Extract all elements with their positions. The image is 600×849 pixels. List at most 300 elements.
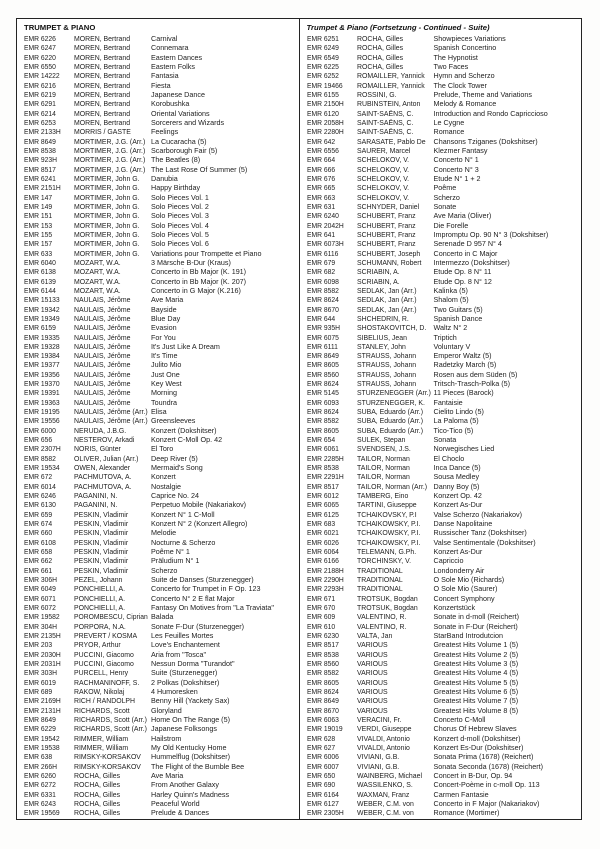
emr-number-cell: EMR 151 bbox=[24, 211, 53, 221]
title-cell: Ave Maria bbox=[151, 295, 184, 305]
composer-cell: PACHMUTOVA, A. bbox=[74, 472, 132, 482]
emr-number-cell: EMR 8582 bbox=[306, 285, 339, 295]
emr-number-cell: EMR 6073H bbox=[306, 239, 344, 249]
emr-number-cell: EMR 674 bbox=[24, 519, 53, 529]
title-cell: Konzert As-Dur bbox=[433, 500, 483, 510]
title-cell: Rosen aus dem Süden (5) bbox=[433, 369, 518, 379]
table-row bbox=[24, 249, 297, 258]
table-row bbox=[307, 491, 580, 500]
composer-cell: SULEK, Stepan bbox=[356, 435, 405, 445]
title-cell: Die Forelle bbox=[433, 220, 469, 230]
emr-number-cell: EMR 6247 bbox=[24, 43, 56, 53]
title-cell: 11 Pieces (Barock) bbox=[433, 388, 494, 398]
title-cell: Love's Enchantement bbox=[151, 640, 220, 650]
composer-cell: TRADITIONAL bbox=[356, 575, 403, 585]
composer-cell: MORTIMER, J.G. (Arr.) bbox=[74, 155, 146, 165]
title-cell: Sonate bbox=[433, 201, 457, 211]
emr-number-cell: EMR 8517 bbox=[24, 164, 56, 174]
emr-number-cell: EMR 2280H bbox=[306, 127, 344, 137]
table-row bbox=[24, 556, 297, 565]
emr-number-cell: EMR 8582 bbox=[306, 416, 339, 426]
table-row bbox=[307, 416, 580, 425]
title-cell: Fiesta bbox=[151, 80, 171, 90]
emr-number-cell: EMR 609 bbox=[306, 612, 335, 622]
title-cell: Julito Mio bbox=[151, 360, 182, 370]
title-cell: Shalom (5) bbox=[433, 295, 469, 305]
title-cell: Norwegisches Lied bbox=[433, 444, 495, 454]
title-cell: Sonate in F-Dur (Reichert) bbox=[433, 621, 518, 631]
table-row bbox=[24, 34, 297, 43]
composer-cell: PUCCINI, Giacomo bbox=[74, 658, 134, 668]
emr-number-cell: EMR 660 bbox=[24, 528, 53, 538]
title-cell: Blue Day bbox=[151, 313, 181, 323]
composer-cell: SCHUMANN, Robert bbox=[356, 257, 421, 267]
composer-cell: RAKOW, Nikolaj bbox=[74, 686, 125, 696]
table-row bbox=[307, 277, 580, 286]
title-cell: Solo Pieces Vol. 2 bbox=[151, 201, 209, 211]
table-row bbox=[24, 165, 297, 174]
emr-number-cell: EMR 8649 bbox=[24, 714, 56, 724]
emr-number-cell: EMR 2285H bbox=[306, 453, 344, 463]
emr-number-cell: EMR 672 bbox=[24, 472, 53, 482]
composer-cell: RACHMANINOFF, S. bbox=[74, 677, 140, 687]
emr-number-cell: EMR 935H bbox=[306, 323, 340, 333]
title-cell: Benny Hill (Yackety Sax) bbox=[151, 696, 230, 706]
composer-cell: SCHELOKOV, V. bbox=[356, 192, 409, 202]
title-cell: Emperor Waltz (5) bbox=[433, 351, 492, 361]
composer-cell: PAGANINI, N. bbox=[74, 491, 118, 501]
title-cell: Eastern Dances bbox=[151, 52, 203, 62]
table-row bbox=[307, 239, 580, 248]
table-row bbox=[307, 323, 580, 332]
title-cell: Hummelflug (Dokshitser) bbox=[151, 752, 231, 762]
table-row bbox=[307, 752, 580, 761]
title-cell: La Cucaracha (5) bbox=[151, 136, 207, 146]
emr-number-cell: EMR 923H bbox=[24, 155, 58, 165]
emr-number-cell: EMR 8560 bbox=[306, 369, 339, 379]
table-row bbox=[24, 295, 297, 304]
table-row bbox=[307, 295, 580, 304]
column-header-trumpet-piano: TRUMPET & PIANO bbox=[24, 23, 96, 32]
composer-cell: ROCHA, Gilles bbox=[74, 798, 121, 808]
composer-cell: MORTIMER, John G. bbox=[74, 229, 140, 239]
composer-cell: RICHARDS, Scott bbox=[74, 705, 130, 715]
composer-cell: MORTIMER, John G. bbox=[74, 173, 140, 183]
composer-cell: VALTA, Jan bbox=[356, 631, 392, 640]
table-row bbox=[24, 752, 297, 761]
composer-cell: SUBA, Eduardo (Arr.) bbox=[356, 407, 423, 417]
table-row bbox=[24, 687, 297, 696]
emr-number-cell: EMR 6040 bbox=[24, 257, 56, 267]
emr-number-cell: EMR 8624 bbox=[306, 407, 339, 417]
table-row bbox=[307, 584, 580, 593]
emr-number-cell: EMR 6138 bbox=[24, 267, 56, 277]
composer-cell: MOREN, Bertrand bbox=[74, 71, 131, 81]
composer-cell: RIMSKY-KORSAKOV bbox=[74, 761, 141, 771]
composer-cell: MOZART, W.A. bbox=[74, 267, 121, 277]
title-cell: Danse Napolitaine bbox=[433, 519, 493, 529]
title-cell: Kalinka (5) bbox=[433, 285, 468, 295]
composer-cell: VARIOUS bbox=[356, 658, 388, 668]
composer-cell: RIMMER, William bbox=[74, 742, 129, 752]
title-cell: Konzert Es-Dur (Dokshitser) bbox=[433, 742, 524, 752]
emr-number-cell: EMR 6246 bbox=[24, 491, 56, 501]
composer-cell: SUBA, Eduardo (Arr.) bbox=[356, 425, 423, 435]
table-row bbox=[307, 333, 580, 342]
table-row bbox=[307, 53, 580, 62]
emr-number-cell: EMR 19370 bbox=[24, 379, 60, 389]
title-cell: Sousa Medley bbox=[433, 472, 480, 482]
composer-cell: TARTINI, Giuseppe bbox=[356, 500, 417, 510]
composer-cell: TROTSUK, Bogdan bbox=[356, 593, 418, 603]
composer-cell: MOREN, Bertrand bbox=[74, 43, 131, 53]
table-row bbox=[24, 799, 297, 808]
emr-number-cell: EMR 6214 bbox=[24, 108, 56, 118]
title-cell: Balada bbox=[151, 612, 174, 622]
table-row bbox=[307, 267, 580, 276]
composer-cell: SEDLAK, Jan (Arr.) bbox=[356, 295, 417, 305]
table-row bbox=[307, 360, 580, 369]
table-row bbox=[307, 454, 580, 463]
composer-cell: NAULAIS, Jérôme (Arr.) bbox=[74, 407, 148, 417]
emr-number-cell: EMR 6249 bbox=[306, 43, 339, 53]
table-row bbox=[24, 715, 297, 724]
title-cell: Concerto C-Moll bbox=[433, 714, 486, 724]
composer-cell: NAULAIS, Jérôme bbox=[74, 313, 131, 323]
emr-number-cell: EMR 6019 bbox=[24, 677, 56, 687]
emr-number-cell: EMR 6026 bbox=[306, 537, 339, 547]
table-row bbox=[24, 594, 297, 603]
emr-number-cell: EMR 6253 bbox=[24, 117, 56, 127]
title-cell: Key West bbox=[151, 379, 182, 389]
title-cell: Concerto N° 3 bbox=[433, 164, 479, 174]
title-cell: The Last Rose Of Summer (5) bbox=[151, 164, 248, 174]
title-cell: My Old Kentucky Home bbox=[151, 742, 227, 752]
emr-number-cell: EMR 149 bbox=[24, 201, 53, 211]
emr-number-cell: EMR 8538 bbox=[24, 145, 56, 155]
title-cell: Melodie bbox=[151, 528, 177, 538]
composer-cell: NAULAIS, Jérôme bbox=[74, 360, 131, 370]
title-cell: Mermaid's Song bbox=[151, 463, 203, 473]
table-row bbox=[24, 277, 297, 286]
table-row bbox=[307, 99, 580, 108]
table-row bbox=[307, 174, 580, 183]
composer-cell: SAINT-SAËNS, C. bbox=[356, 108, 413, 118]
composer-cell: ROMAILLER, Yannick bbox=[356, 71, 425, 81]
table-row bbox=[307, 724, 580, 733]
table-row bbox=[307, 81, 580, 90]
table-row bbox=[24, 696, 297, 705]
title-cell: Triptich bbox=[433, 332, 457, 342]
emr-number-cell: EMR 2293H bbox=[306, 584, 344, 594]
table-row bbox=[24, 221, 297, 230]
table-row bbox=[307, 398, 580, 407]
composer-cell: SEDLAK, Jan (Arr.) bbox=[356, 285, 417, 295]
title-cell: Concerto for Trumpet in F Op. 123 bbox=[151, 584, 261, 594]
title-cell: Morning bbox=[151, 388, 177, 398]
title-cell: Two Faces bbox=[433, 61, 469, 71]
table-row bbox=[307, 183, 580, 192]
composer-cell: NAULAIS, Jérôme bbox=[74, 351, 131, 361]
title-cell: Gloryland bbox=[151, 705, 182, 715]
title-cell: Carnival bbox=[151, 34, 178, 43]
composer-cell: MOZART, W.A. bbox=[74, 257, 121, 267]
title-cell: Danubia bbox=[151, 173, 178, 183]
composer-cell: PESKIN, Vladimir bbox=[74, 547, 129, 557]
title-cell: El Choclo bbox=[433, 453, 465, 463]
table-row bbox=[307, 790, 580, 799]
title-cell: Greatest Hits Volume 5 (5) bbox=[433, 677, 519, 687]
emr-number-cell: EMR 19391 bbox=[24, 388, 60, 398]
emr-number-cell: EMR 6075 bbox=[306, 332, 339, 342]
table-row bbox=[307, 706, 580, 715]
emr-number-cell: EMR 266H bbox=[24, 761, 58, 771]
table-row bbox=[307, 305, 580, 314]
title-cell: Sonate F-Dur (Sturzenegger) bbox=[151, 621, 245, 631]
title-cell: Solo Pieces Vol. 3 bbox=[151, 211, 209, 221]
emr-number-cell: EMR 19569 bbox=[24, 808, 60, 818]
composer-cell: PRYOR, Arthur bbox=[74, 640, 121, 650]
table-row bbox=[24, 706, 297, 715]
composer-cell: VARIOUS bbox=[356, 686, 388, 696]
composer-cell: VIVALDI, Antonio bbox=[356, 733, 410, 743]
emr-number-cell: EMR 8538 bbox=[306, 649, 339, 659]
title-cell: Toundra bbox=[151, 397, 177, 407]
table-row bbox=[24, 603, 297, 612]
composer-cell: MORTIMER, John G. bbox=[74, 201, 140, 211]
composer-cell: PUCCINI, Giacomo bbox=[74, 649, 134, 659]
emr-number-cell: EMR 6549 bbox=[306, 52, 339, 62]
composer-cell: MOREN, Bertrand bbox=[74, 108, 131, 118]
table-row bbox=[307, 566, 580, 575]
emr-number-cell: EMR 153 bbox=[24, 220, 53, 230]
table-row bbox=[24, 127, 297, 136]
composer-cell: ROCHA, Gilles bbox=[356, 52, 403, 62]
composer-cell: MOREN, Bertrand bbox=[74, 117, 131, 127]
composer-cell: PESKIN, Vladimir bbox=[74, 509, 129, 519]
composer-cell: MORTIMER, John G. bbox=[74, 248, 140, 258]
table-row bbox=[307, 314, 580, 323]
table-row bbox=[307, 556, 580, 565]
title-cell: Sonata bbox=[433, 435, 457, 445]
emr-number-cell: EMR 19542 bbox=[24, 733, 60, 743]
composer-cell: MOREN, Bertrand bbox=[74, 99, 131, 109]
title-cell: Concerto N° 1 bbox=[433, 155, 479, 165]
composer-cell: ROCHA, Gilles bbox=[74, 808, 121, 818]
catalog-column-left bbox=[17, 19, 299, 819]
title-cell: Just One bbox=[151, 369, 180, 379]
composer-cell: STRAUSS, Johann bbox=[356, 360, 416, 370]
table-row bbox=[24, 90, 297, 99]
title-cell: Suite de Danses (Sturzenegger) bbox=[151, 575, 254, 585]
title-cell: Nocturne & Scherzo bbox=[151, 537, 216, 547]
composer-cell: MORTIMER, John G. bbox=[74, 220, 140, 230]
table-row bbox=[307, 230, 580, 239]
title-cell: Tico-Tico (5) bbox=[433, 425, 474, 435]
title-cell: O Sole Mio (Richards) bbox=[433, 575, 505, 585]
emr-number-cell: EMR 6550 bbox=[24, 61, 56, 71]
composer-cell: PESKIN, Vladimir bbox=[74, 565, 129, 575]
composer-cell: ROCHA, Gilles bbox=[74, 770, 121, 780]
emr-number-cell: EMR 6071 bbox=[24, 593, 56, 603]
composer-cell: VERDI, Giuseppe bbox=[356, 724, 412, 734]
composer-cell: TCHAIKOWSKY, P.I. bbox=[356, 537, 420, 547]
table-row bbox=[307, 734, 580, 743]
emr-number-cell: EMR 8560 bbox=[306, 658, 339, 668]
table-row bbox=[24, 351, 297, 360]
composer-cell: VALENTINO, R. bbox=[356, 612, 406, 622]
emr-number-cell: EMR 157 bbox=[24, 239, 53, 249]
table-row bbox=[24, 771, 297, 780]
title-cell: Ave Maria (Oliver) bbox=[433, 211, 492, 221]
emr-number-cell: EMR 665 bbox=[306, 183, 335, 193]
title-cell: Concert in B-Dur, Op. 94 bbox=[433, 770, 513, 780]
composer-cell: TELEMANN, G.Ph. bbox=[356, 547, 416, 557]
title-cell: The Clock Tower bbox=[433, 80, 487, 90]
title-cell: Etude Op. 8 N° 12 bbox=[433, 276, 492, 286]
emr-number-cell: EMR 656 bbox=[24, 435, 53, 445]
composer-cell: SARASATE, Pablo De bbox=[356, 136, 426, 146]
title-cell: Hailstrom bbox=[151, 733, 182, 743]
composer-cell: PESKIN, Vladimir bbox=[74, 519, 129, 529]
composer-cell: SCHELOKOV, V. bbox=[356, 173, 409, 183]
composer-cell: PONCHIELLI, A. bbox=[74, 593, 126, 603]
title-cell: Caprice No. 24 bbox=[151, 491, 199, 501]
title-cell: Solo Pieces Vol. 6 bbox=[151, 239, 209, 249]
emr-number-cell: EMR 2042H bbox=[306, 220, 344, 230]
title-cell: Solo Pieces Vol. 4 bbox=[151, 220, 209, 230]
emr-number-cell: EMR 2291H bbox=[306, 472, 344, 482]
title-cell: It's Just Like A Dream bbox=[151, 341, 220, 351]
table-row bbox=[307, 510, 580, 519]
composer-cell: OWEN, Alexander bbox=[74, 463, 131, 473]
table-row bbox=[307, 696, 580, 705]
title-cell: Intermezzo (Dokshitser) bbox=[433, 257, 510, 267]
title-cell: O Sole Mio (Saurer) bbox=[433, 584, 498, 594]
table-row bbox=[307, 808, 580, 817]
title-cell: Konzert N° 2 (Konzert Allegro) bbox=[151, 519, 248, 529]
title-cell: Romance (Mortimer) bbox=[433, 808, 500, 818]
table-row bbox=[24, 416, 297, 425]
composer-cell: RICH / RANDOLPH bbox=[74, 696, 136, 706]
emr-number-cell: EMR 8670 bbox=[306, 705, 339, 715]
title-cell: Prelude & Dances bbox=[151, 808, 209, 818]
table-row bbox=[307, 286, 580, 295]
title-cell: Harley Quinn's Madness bbox=[151, 789, 230, 799]
composer-cell: SIBELIUS, Jean bbox=[356, 332, 407, 342]
title-cell: Cielito Lindo (5) bbox=[433, 407, 484, 417]
table-row bbox=[24, 790, 297, 799]
emr-number-cell: EMR 14222 bbox=[24, 71, 60, 81]
emr-number-cell: EMR 6251 bbox=[306, 34, 339, 43]
title-cell: Romance bbox=[433, 127, 465, 137]
emr-number-cell: EMR 642 bbox=[306, 136, 335, 146]
title-cell: Eastern Folks bbox=[151, 61, 195, 71]
emr-number-cell: EMR 638 bbox=[24, 752, 53, 762]
table-row bbox=[307, 538, 580, 547]
title-cell: Prelude, Theme and Variations bbox=[433, 89, 532, 99]
emr-number-cell: EMR 6064 bbox=[306, 547, 339, 557]
emr-number-cell: EMR 8624 bbox=[306, 686, 339, 696]
emr-number-cell: EMR 6130 bbox=[24, 500, 56, 510]
composer-cell: TROTSUK, Bogdan bbox=[356, 603, 418, 613]
emr-number-cell: EMR 19556 bbox=[24, 416, 60, 426]
emr-number-cell: EMR 650 bbox=[306, 770, 335, 780]
emr-number-cell: EMR 2290H bbox=[306, 575, 344, 585]
emr-number-cell: EMR 689 bbox=[24, 686, 53, 696]
column-header-trumpet-piano-continued: Trumpet & Piano (Fortsetzung - Continued - Suite) bbox=[306, 23, 490, 32]
composer-cell: RIMMER, William bbox=[74, 733, 129, 743]
table-row bbox=[24, 230, 297, 239]
table-row bbox=[307, 650, 580, 659]
composer-cell: SAINT-SAËNS, C. bbox=[356, 117, 413, 127]
table-row bbox=[24, 724, 297, 733]
title-cell: The Hypnotist bbox=[433, 52, 478, 62]
emr-number-cell: EMR 8517 bbox=[306, 640, 339, 650]
table-row bbox=[24, 659, 297, 668]
emr-number-cell: EMR 8624 bbox=[306, 295, 339, 305]
table-row bbox=[307, 780, 580, 789]
emr-number-cell: EMR 19335 bbox=[24, 332, 60, 342]
table-row bbox=[24, 314, 297, 323]
emr-number-cell: EMR 8605 bbox=[306, 360, 339, 370]
composer-cell: STURZENEGGER (Arr.) bbox=[356, 388, 431, 398]
table-row bbox=[307, 165, 580, 174]
table-row bbox=[24, 500, 297, 509]
title-cell: Sorcerers and Wizards bbox=[151, 117, 225, 127]
table-row bbox=[24, 566, 297, 575]
composer-cell: SHCHEDRIN, R. bbox=[356, 313, 409, 323]
table-row bbox=[307, 668, 580, 677]
title-cell: Concert Symphony bbox=[433, 593, 495, 603]
table-row bbox=[307, 249, 580, 258]
emr-number-cell: EMR 19582 bbox=[24, 612, 60, 622]
table-row bbox=[307, 472, 580, 481]
composer-cell: MOZART, W.A. bbox=[74, 276, 121, 286]
emr-number-cell: EMR 2131H bbox=[24, 705, 61, 715]
title-cell: Solo Pieces Vol. 5 bbox=[151, 229, 209, 239]
composer-cell: VARIOUS bbox=[356, 696, 388, 706]
composer-cell: VALENTINO, R. bbox=[356, 621, 406, 631]
title-cell: Sonata Seconda (1678) (Reichert) bbox=[433, 761, 543, 771]
emr-number-cell: EMR 303H bbox=[24, 668, 58, 678]
table-row bbox=[24, 435, 297, 444]
title-cell: Japanese Folksongs bbox=[151, 724, 217, 734]
composer-cell: SVENDSEN, J.S. bbox=[356, 444, 411, 454]
table-row bbox=[307, 435, 580, 444]
title-cell: Greatest Hits Volume 1 (5) bbox=[433, 640, 519, 650]
table-row bbox=[307, 603, 580, 612]
emr-number-cell: EMR 8538 bbox=[306, 463, 339, 473]
table-row bbox=[24, 528, 297, 537]
catalog-table bbox=[16, 18, 582, 820]
emr-number-cell: EMR 19019 bbox=[306, 724, 343, 734]
title-cell: Introduction and Rondo Capriccioso bbox=[433, 108, 548, 118]
table-row bbox=[307, 762, 580, 771]
composer-cell: NAULAIS, Jérôme bbox=[74, 388, 131, 398]
table-row bbox=[24, 202, 297, 211]
title-cell: Spanish Dance bbox=[433, 313, 483, 323]
emr-number-cell: EMR 628 bbox=[306, 733, 335, 743]
title-cell: Hymn and Scherzo bbox=[433, 71, 495, 81]
composer-cell: MOREN, Bertrand bbox=[74, 52, 131, 62]
table-row bbox=[24, 398, 297, 407]
emr-number-cell: EMR 203 bbox=[24, 640, 53, 650]
emr-number-cell: EMR 627 bbox=[306, 742, 335, 752]
composer-cell: SCHELOKOV, V. bbox=[356, 183, 409, 193]
table-row bbox=[307, 342, 580, 351]
emr-number-cell: EMR 2030H bbox=[24, 649, 61, 659]
